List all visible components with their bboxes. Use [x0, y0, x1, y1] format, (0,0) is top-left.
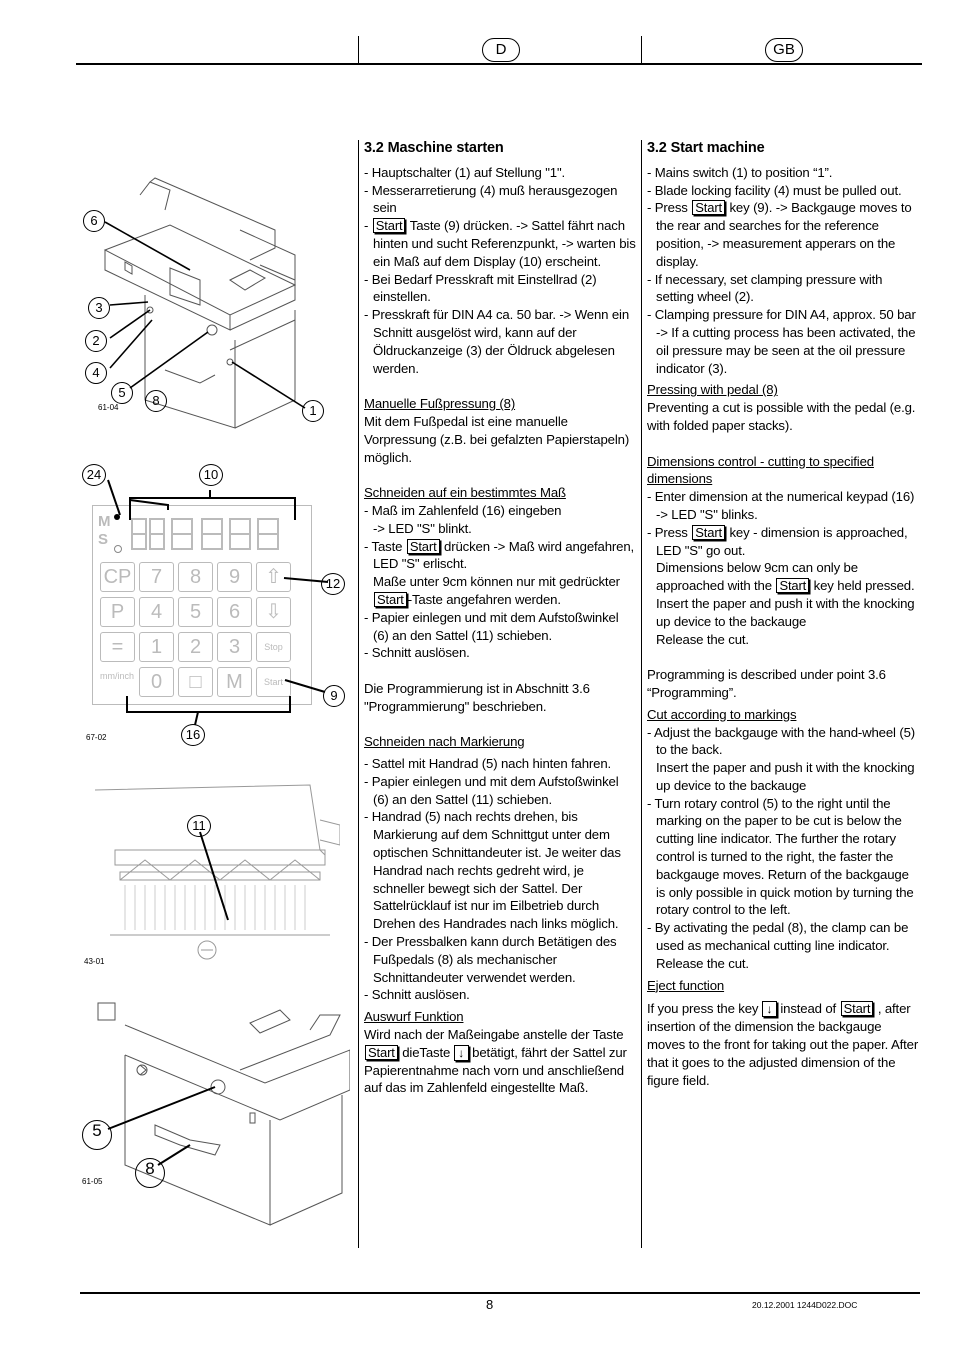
- keypad-key: 8: [178, 562, 213, 592]
- figure-caption: 67-02: [86, 733, 107, 742]
- list-item: - By activating the pedal (8), the clamp can be used as mechanical cutting line indicator. Release the cut.: [647, 919, 919, 972]
- dimension-heading-gb: Dimensions control - cutting to specified dimensions: [647, 453, 874, 487]
- list-item: - Enter dimension at the numerical keypad (16) -> LED "S" blinks.: [647, 488, 919, 524]
- list-item: - If necessary, set clamping pressure with setting wheel (2).: [647, 271, 919, 307]
- keypad-key: 1: [139, 632, 174, 662]
- list-item: - Papier einlegen und mit dem Aufstoßwinkel (6) an den Sattel (11) schieben.: [364, 609, 636, 645]
- eject-line: Wird nach der Maßeingabe anstelle der Taste: [364, 1027, 624, 1043]
- header-rule: [76, 63, 922, 65]
- list-item: - Blade locking facility (4) must be pulled out.: [647, 182, 919, 200]
- callout-3: 3: [88, 297, 110, 319]
- callout-4: 4: [85, 362, 107, 384]
- callout-16: 16: [181, 724, 205, 746]
- keypad-key: 9: [217, 562, 252, 592]
- list-item: - Schnitt auslösen.: [364, 644, 636, 662]
- keypad-key: 0: [139, 667, 174, 697]
- callout-2: 2: [85, 330, 107, 352]
- handwheel-pedal-illustration: [80, 995, 350, 1235]
- start-key: Start: [692, 200, 725, 215]
- panel-callout-lines: [80, 460, 340, 750]
- callout-5: 5: [111, 382, 133, 404]
- marking-heading-gb: Cut according to markings: [647, 706, 797, 722]
- keypad-key: Stop: [256, 632, 291, 662]
- pedal-text-de: Mit dem Fußpedal ist eine manuelle Vorpressung (z.B. bei gefalzten Papierstapeln) möglich.: [364, 413, 630, 465]
- list-item: - Clamping pressure for DIN A4, approx. 50 bar -> If a cutting process has been activated, the oil pressure may be seen at the oil pressure indicator (3).: [647, 306, 919, 377]
- dimension-steps-de: [364, 502, 636, 662]
- start-key: Start: [692, 525, 725, 540]
- callout-24: 24: [82, 464, 106, 486]
- programming-note-de: Die Programmierung ist in Abschnitt 3.6 "Programmierung" beschrieben.: [364, 680, 590, 714]
- start-key: Start: [373, 218, 406, 233]
- list-item: [647, 524, 919, 649]
- eject-line: dieTaste: [398, 1044, 454, 1060]
- section-title-gb: 3.2 Start machine: [647, 140, 765, 156]
- dimension-steps-gb: [647, 488, 919, 648]
- programming-note-gb: Programming is described under point 3.6 “Programming”.: [647, 667, 886, 700]
- keypad-key: 4: [139, 597, 174, 627]
- keypad-key: P: [100, 597, 135, 627]
- section-title-de: 3.2 Maschine starten: [364, 140, 504, 156]
- start-steps-de: [364, 164, 636, 378]
- eject-line: instead of: [776, 1001, 840, 1017]
- list-item-text: Dimensions below 9cm can only be approached with the: [656, 560, 858, 594]
- list-item: - Bei Bedarf Presskraft mit Einstellrad (2) einstellen.: [364, 271, 636, 307]
- start-key: Start: [407, 539, 440, 554]
- list-item: - Turn rotary control (5) to the right until the marking on the paper to be cut is below the cutting line indicator. The further the rotary control is turned to the right, the faster the backgauge moves. Return of the backgauge is only possible in quick motion by turning the rotary control to the left.: [647, 795, 919, 920]
- marking-steps-gb: [647, 724, 919, 973]
- start-key: Start: [374, 592, 407, 607]
- marking-steps-de: [364, 755, 636, 1004]
- list-item: - Papier einlegen und mit dem Aufstoßwinkel (6) an den Sattel (11) schieben.: [364, 773, 636, 809]
- callout-10: 10: [199, 464, 223, 486]
- display-led-s: S: [98, 531, 109, 548]
- list-item: - Presskraft für DIN A4 ca. 50 bar. -> Wenn ein Schnitt ausgelöst wird, kann auf der Öldruckanzeige (3) der Öldruck abgelesen werden.: [364, 306, 636, 377]
- arrow-down-key-icon: ↓: [454, 1045, 469, 1061]
- cutting-line-illustration: [80, 780, 340, 970]
- list-item: - Adjust the backgauge with the hand-wheel (5) to the back. Insert the paper and push it with the knocking up device to the backauge: [647, 724, 919, 795]
- pedal-heading-de: Manuelle Fußpressung (8): [364, 396, 516, 412]
- callout-8: 8: [145, 390, 167, 412]
- callout-12: 12: [321, 573, 345, 595]
- keypad-key: mm/inch: [100, 671, 135, 681]
- eject-text-de: [364, 1026, 636, 1097]
- list-item-text: Taste: [371, 538, 406, 554]
- list-item: - Der Pressbalken kann durch Betätigen des Fußpedals (8) als mechanischer Schnittandeuter verwendet werden.: [364, 933, 636, 986]
- column-divider-right: [641, 140, 642, 1248]
- keypad-key: M: [217, 667, 252, 697]
- figure-caption: 43-01: [84, 957, 105, 966]
- pedal-heading-gb: Pressing with pedal (8): [647, 382, 778, 398]
- list-item: - Schnitt auslösen.: [364, 986, 636, 1004]
- list-item: [364, 538, 636, 609]
- arrow-down-key-icon: ↓: [762, 1001, 777, 1017]
- list-item-text: Maße unter 9cm können nur mit gedrückter: [373, 574, 620, 590]
- list-item: [647, 199, 919, 270]
- list-item: - Handrad (5) nach rechts drehen, bis Markierung auf dem Schnittgut unter dem optischen Schnittandeuter ist. Je weiter das Handrad nach rechts gedreht wird, je schneller bewegt sich der Sattel. Der Sattelrücklauf ist nur im Eilbetrieb durch Drehen des Handrades nach links möglich.: [364, 808, 636, 933]
- list-item: - Messerarretierung (4) muß herausgezogen sein: [364, 182, 636, 218]
- page-number: 8: [486, 1297, 494, 1312]
- list-item-text: Press: [654, 524, 692, 540]
- list-item-text: drücken -> Maß wird angefahren, LED "S" erlischt.: [373, 538, 635, 572]
- header-divider-left: [358, 36, 359, 64]
- dimension-heading-de: Schneiden auf ein bestimmtes Maß: [364, 485, 566, 501]
- lang-badge-de: D: [482, 38, 520, 62]
- keypad-key: ⇧: [256, 562, 291, 592]
- eject-heading-gb: Eject function: [647, 977, 725, 993]
- list-item: - Maß im Zahlenfeld (16) eingeben -> LED "S" blinkt.: [364, 502, 636, 538]
- start-steps-gb: [647, 164, 919, 378]
- list-item-text: key (9). -> Backgauge moves to the rear and searches for the reference position, -> measurement apperars on the display.: [656, 200, 912, 269]
- keypad-key: ⇩: [256, 597, 291, 627]
- list-item: - Hauptschalter (1) auf Stellung "1".: [364, 164, 636, 182]
- list-item-text: Taste (9) drücken. -> Sattel fährt nach hinten und sucht Referenzpunkt, -> warten bis ein Maß auf dem Display (10) erscheint.: [373, 218, 636, 269]
- list-item-text: Insert the paper and push it with the knocking up device to the backauge Release the cut.: [656, 595, 915, 647]
- footer-rule: [80, 1292, 920, 1294]
- lang-badge-gb: GB: [765, 38, 803, 62]
- keypad-key: 5: [178, 597, 213, 627]
- callout-11: 11: [187, 815, 211, 837]
- list-item: [364, 217, 636, 270]
- callout-8-large: 8: [135, 1158, 165, 1188]
- figure-caption: 61-05: [82, 1177, 103, 1186]
- document-id: 20.12.2001 1244D022.DOC: [752, 1300, 858, 1310]
- keypad-key: CP: [100, 562, 135, 592]
- keypad-key: Start: [256, 667, 291, 697]
- column-divider-left: [358, 140, 359, 1248]
- eject-line: If you press the key: [647, 1001, 762, 1017]
- pedal-text-gb: Preventing a cut is possible with the pedal (e.g. with folded paper stacks).: [647, 400, 916, 433]
- list-item: - Sattel mit Handrad (5) nach hinten fahren.: [364, 755, 636, 773]
- callout-9: 9: [323, 685, 345, 707]
- list-item-text: key - dimension is approached, LED "S" go out.: [656, 524, 908, 558]
- keypad-key: 3: [217, 632, 252, 662]
- german-column: [364, 140, 636, 1097]
- english-column: [647, 140, 919, 1089]
- callout-1: 1: [302, 400, 324, 422]
- eject-text-gb: [647, 1000, 919, 1089]
- eject-line: , after insertion of the dimension the backgauge moves to the front for taking out the paper. After that it goes to the adjusted dimension of the figure field.: [647, 1001, 919, 1088]
- keypad-key: 2: [178, 632, 213, 662]
- marking-heading-de: Schneiden nach Markierung: [364, 734, 525, 750]
- start-key: Start: [841, 1001, 874, 1016]
- callout-6: 6: [83, 210, 105, 232]
- figure-caption: 61-04: [98, 403, 119, 412]
- keypad-key: 6: [217, 597, 252, 627]
- header-divider-right: [641, 36, 642, 64]
- list-item-text: key held pressed.: [810, 578, 915, 594]
- list-item: - Mains switch (1) to position “1”.: [647, 164, 919, 182]
- list-item-text: -Taste angefahren werden.: [407, 591, 561, 607]
- keypad-key: □: [178, 667, 213, 697]
- start-key: Start: [365, 1045, 398, 1060]
- eject-line: betätigt, fährt der Sattel zur Papierentnahme nach vorn und anschließend auf das im Zahlenfeld eingestellte Maß.: [364, 1044, 627, 1096]
- list-item-text: Press: [654, 200, 692, 216]
- keypad-key: =: [100, 632, 135, 662]
- start-key: Start: [776, 578, 809, 593]
- keypad-key: 7: [139, 562, 174, 592]
- display-led-m: M: [98, 513, 111, 530]
- eject-heading-de: Auswurf Funktion: [364, 1009, 464, 1025]
- callout-5-large: 5: [82, 1120, 112, 1150]
